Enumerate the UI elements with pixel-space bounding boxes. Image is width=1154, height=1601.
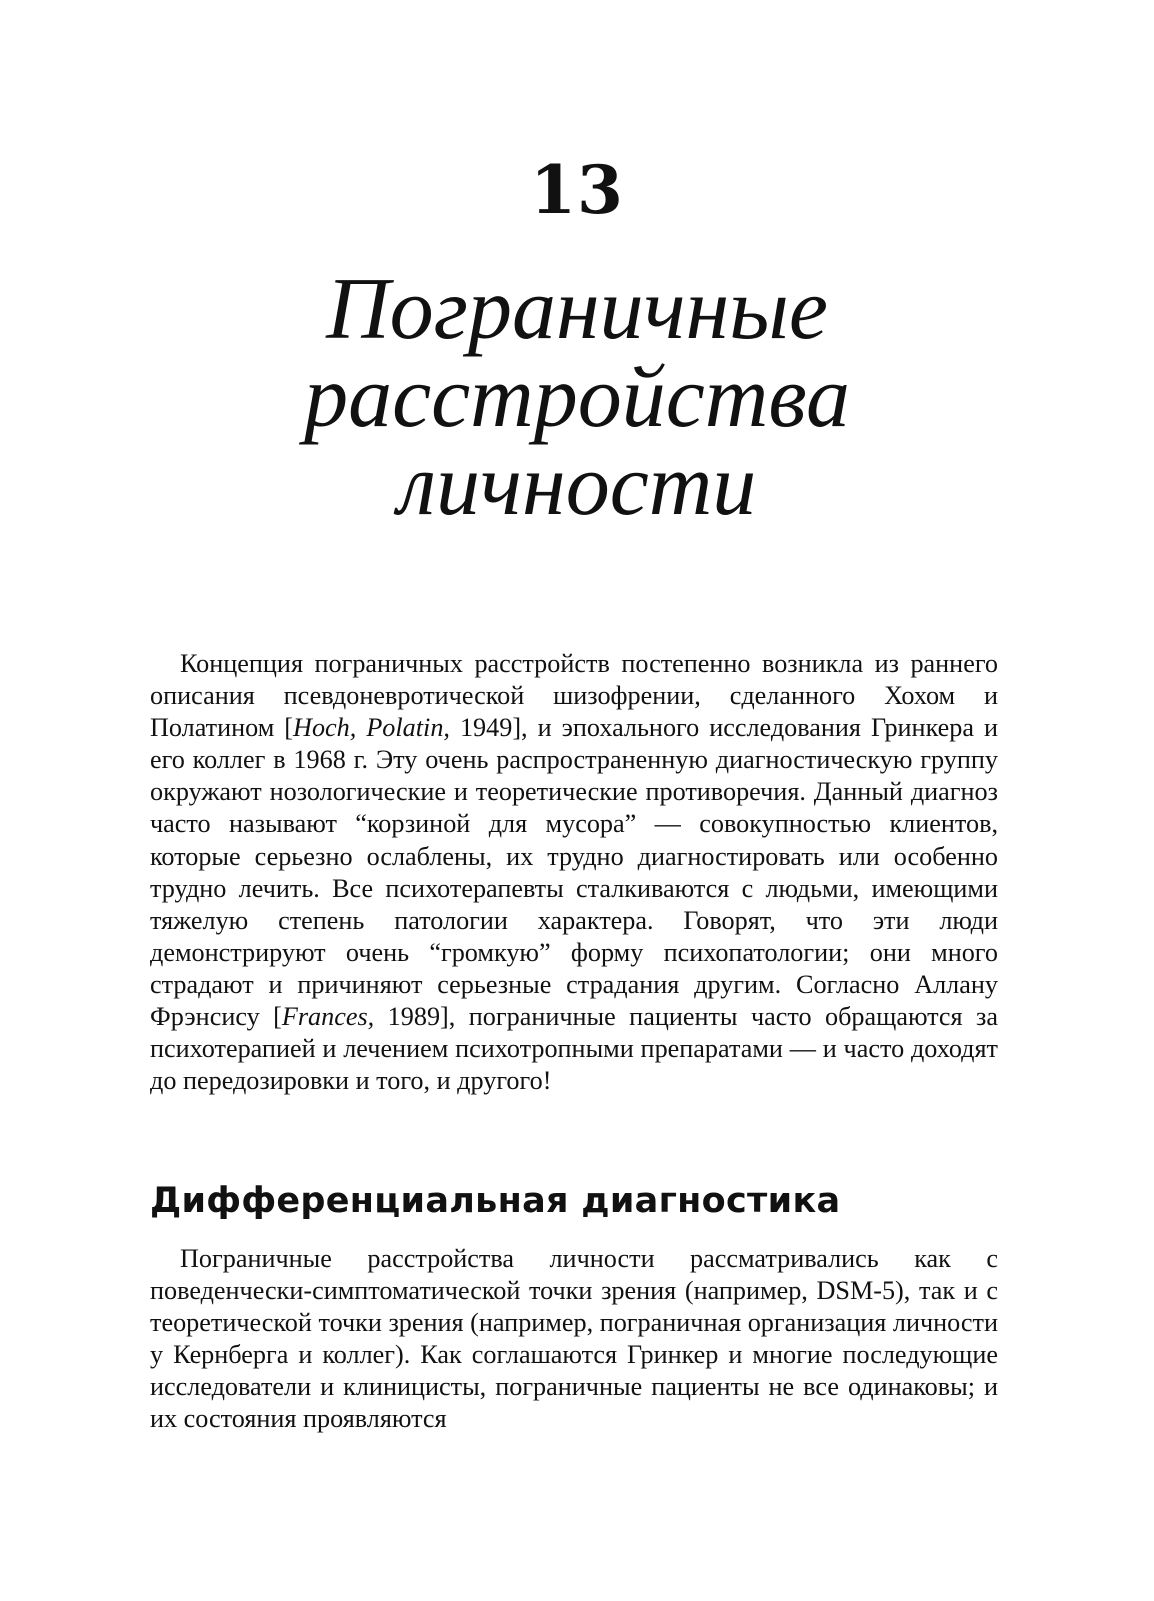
chapter-title-line-2: расстройства <box>304 349 850 446</box>
citation-hoch-polatin: Hoch, Polatin, <box>293 713 450 743</box>
chapter-title-line-3: личности <box>397 437 757 534</box>
intro-paragraph <box>150 648 998 1097</box>
citation-frances: Frances, <box>281 1002 375 1032</box>
chapter-title <box>0 261 1154 534</box>
chapter-number: 13 <box>530 151 624 229</box>
chapter-title-line-1: Пограничные <box>326 261 828 358</box>
intro-text-part-3: 1989], пограничные пациенты часто обращаются за психотерапией и лечением психотропными препаратами — и часто доходят до передозировки и того, и другого! <box>150 1002 998 1096</box>
intro-text-part-2: 1949], и эпохального исследования Гринкера и его коллег в 1968 г. Эту очень распространенную диагностическую группу окружают нозологические и теоретические противоречия. Данный диагноз часто называют “корзиной для мусора” — совокупностью клиентов, которые серьезно ослаблены, их трудно диагностировать или особенно трудно лечить. Все психотерапевты сталкиваются с людьми, имеющими тяжелую степень патологии характера. Говорят, что эти люди демонстрируют очень “громкую” форму психопатологии; они много страдают и причиняют серьезные страдания другим. Согласно Аллану Фрэнсису [ <box>150 713 998 1032</box>
section-heading: Дифференциальная диагностика <box>150 1181 841 1221</box>
intro-text-part-1: Концепция пограничных расстройств постепенно возникла из раннего описания псевдоневротической шизофрении, сделанного Хохом и Полатином [ <box>150 649 998 743</box>
section-paragraph: Пограничные расстройства личности рассматривались как с поведенчески-симптоматической точки зрения (например, DSM-5), так и с теоретической точки зрения (например, пограничная организация личности у Кернберга и коллег). Как соглашаются Гринкер и многие последующие исследователи и клиницисты, пограничные пациенты не все одинаковы; и их состояния проявляются <box>150 1244 998 1434</box>
